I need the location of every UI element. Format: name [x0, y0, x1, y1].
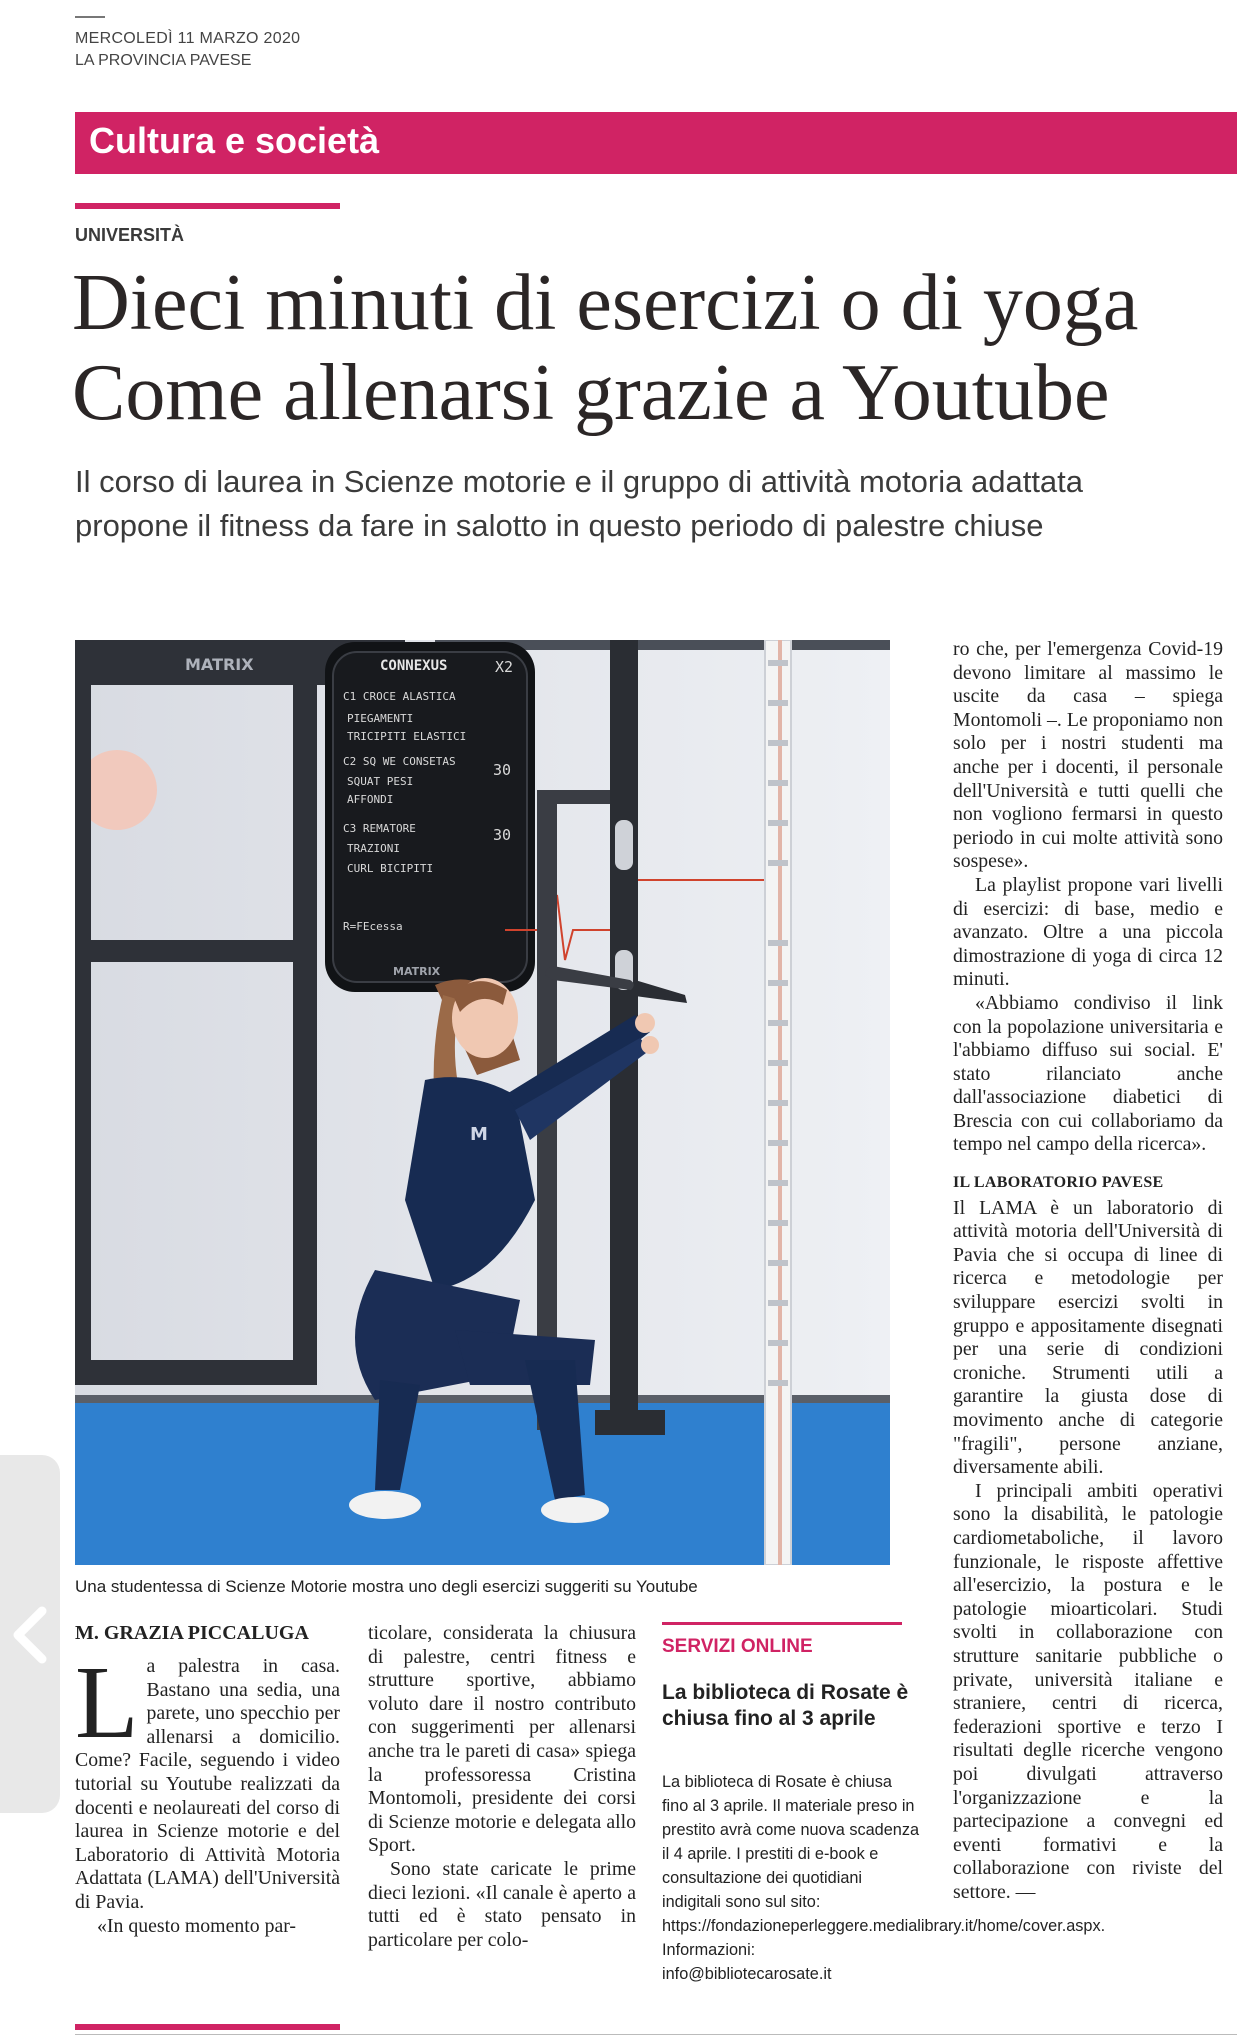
paragraph: Sono state caricate le prime dieci lezioni. «Il canale è aperto a tutti ed è stato pensato in particolare per colo- — [368, 1857, 636, 1951]
box-title: La biblioteca di Rosate è chiusa fino al 3 aprile — [662, 1681, 909, 1730]
article-column-3 — [953, 638, 1223, 1904]
paragraph: ticolare, considerata la chiusura di palestre, centri fitness e strutture sportive, abbiamo voluto dare il nostro contributo con suggerimenti per allenarsi anche tra le pareti di casa» spiega la professoressa Cristina Montomoli, presidente dei corsi di Scienze motorie e delegata allo Sport. — [368, 1622, 636, 1857]
paragraph: I principali ambiti operativi sono la disabilità, le patologie cardiometaboliche, il lavoro funzionale, le risposte affettive all'esercizio, la postura e le patologie mioarticolari. Studi svolti in collaborazione con strutture sanitarie pubbliche o private, università italiane e straniere, centri di ricerca, federazioni sportive e terzo I risultati deglle ricerche vengono poi divulgati attraverso l'organizzazione e la partecipazione a convegni ed eventi formativi e la collaborazione con riviste del settore. — — [953, 1479, 1223, 1903]
footer-accent-rule — [75, 2024, 340, 2030]
board-line-4: C2 SQ WE CONSETAS — [343, 755, 456, 768]
board-line-1: C1 CROCE ALASTICA — [343, 690, 456, 703]
paragraph: a palestra in casa. Bastano una sedia, una parete, uno specchio per allenarsi a domicilio. Come? Facile, seguendo i video tutorial su Youtube realizzati da docenti e neolaureati del corso di laurea in Scienze motorie e del Laboratorio di Attività Motoria Adattata (LAMA) dell'Università di Pavia. — [75, 1655, 340, 1913]
headline — [72, 258, 1232, 438]
footer-rule — [75, 2034, 1237, 2035]
board-line-2: PIEGAMENTI — [347, 712, 414, 725]
section-banner — [75, 112, 1237, 174]
section-title: Cultura e società — [89, 120, 380, 161]
box-accent-rule — [662, 1622, 902, 1625]
newspaper-name: LA PROVINCIA PAVESE — [75, 52, 252, 69]
subheadline — [75, 460, 1215, 548]
back-tab[interactable] — [0, 1455, 60, 1813]
shirt-letter: M — [470, 1124, 488, 1145]
article-kicker: UNIVERSITÀ — [75, 225, 185, 245]
headline-line-2: Come allenarsi grazie a Youtube — [72, 349, 1110, 437]
article-photo — [75, 640, 890, 1565]
paragraph: ro che, per l'emergenza Covid-19 devono limitare al massimo le uscite da casa – spiega Montomoli –. Le proponiamo non solo per i nostri studenti ma anche per i docenti, il personale dell'Università e tutti quelli che non vogliono fermarsi in questo periodo in cui molte attività sono sospese». — [953, 638, 1223, 873]
drop-cap: L — [75, 1645, 139, 1760]
chevron-left-icon[interactable] — [8, 1605, 52, 1665]
top-rule — [75, 16, 105, 18]
paragraph: «In questo momento par- — [97, 1914, 297, 1937]
board-title: CONNEXUS — [380, 658, 448, 674]
accent-rule — [75, 203, 340, 209]
board-line-3: TRICIPITI ELASTICI — [347, 730, 467, 743]
board-line-5: SQUAT PESI — [347, 775, 414, 788]
box-body: La biblioteca di Rosate è chiusa fino al 3 aprile. Il materiale preso in prestito avrà come nuova scadenza il 4 aprile. I prestiti di e-book e consultazione dei quotidiani indigitali sono sul sito: https://fondazioneperleggere.medialibrary.it/home/cover.aspx. Informazioni: info@bibliotecarosate.it — [662, 1773, 1106, 1983]
photo-caption: Una studentessa di Scienze Motorie mostra uno degli esercizi suggeriti su Youtube — [75, 1577, 698, 1596]
board-number-3: 30 — [493, 826, 512, 844]
paragraph: «Abbiamo condiviso il link con la popolazione universitaria e l'abbiamo diffuso sui social. E' stato rilanciato anche dall'associazione diabetici di Brescia con cui collaboriamo da tempo nel campo della ricerca». — [953, 991, 1223, 1156]
column-subhead: IL LABORATORIO PAVESE — [953, 1174, 1164, 1192]
board-line-7: C3 REMATORE — [343, 822, 416, 835]
board-number-2: 30 — [493, 761, 512, 779]
board-number-1: X2 — [495, 658, 514, 676]
article-column-1 — [75, 1645, 340, 1938]
paragraph: Il LAMA è un laboratorio di attività motoria dell'Università di Pavia che si occupa di linee di ricerca e metodologie per sviluppare esercizi svolti in gruppo e appositamente disegnati per una serie di condizioni croniche. Strumenti utili a garantire la giusta dose di movimento anche di categorie "fragili", persone anziane, diversamente abili. — [953, 1196, 1223, 1479]
subhead-line-2: propone il fitness da fare in salotto in questo periodo di palestre chiuse — [75, 508, 1044, 543]
paragraph: La playlist propone vari livelli di esercizi: di base, medio e avanzato. Oltre a una piccola dimostrazione di yoga di circa 12 minuti. — [953, 873, 1223, 991]
brand-label-top: MATRIX — [185, 655, 254, 674]
box-kicker: SERVIZI ONLINE — [662, 1636, 813, 1657]
issue-date: MERCOLEDÌ 11 MARZO 2020 — [75, 30, 301, 47]
byline: M. GRAZIA PICCALUGA — [75, 1622, 309, 1644]
headline-line-1: Dieci minuti di esercizi o di yoga — [72, 259, 1139, 347]
brand-label-bottom: MATRIX — [393, 965, 441, 978]
board-line-6: AFFONDI — [347, 793, 394, 806]
subhead-line-1: Il corso di laurea in Scienze motorie e il gruppo di attività motoria adattata — [75, 464, 1084, 499]
board-line-10: R=FEcessa — [343, 920, 403, 933]
article-column-2 — [368, 1622, 636, 1952]
board-line-8: TRAZIONI — [347, 842, 400, 855]
board-line-9: CURL BICIPITI — [347, 862, 434, 875]
